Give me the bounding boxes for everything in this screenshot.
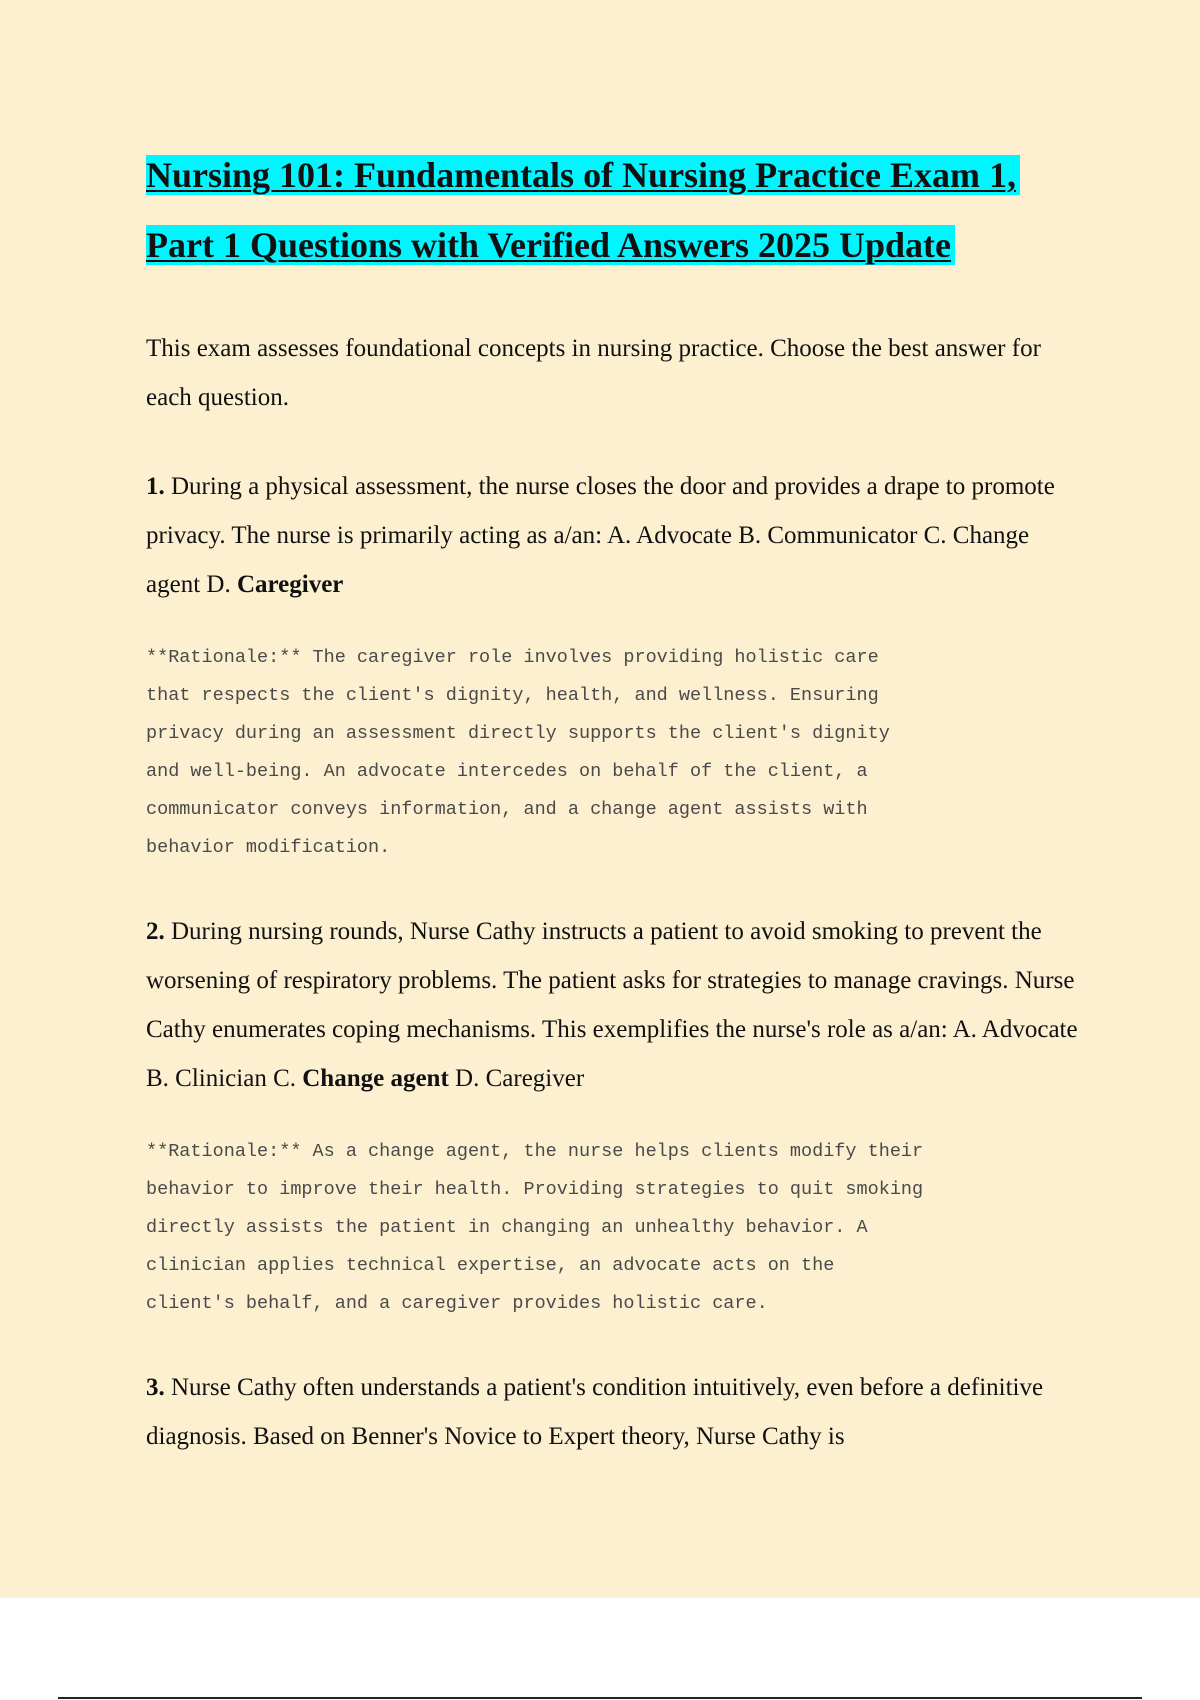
question-stem: Nurse Cathy often understands a patient's condition intuitively, even before a definitive diagnosis. Based on Benner's Novice to Expert theory, Nurse Cathy is: [146, 1374, 1044, 1450]
intro-paragraph: This exam assesses foundational concepts in nursing practice. Choose the best answer for each question.: [146, 335, 1041, 411]
question-2: [146, 907, 1086, 1103]
question-stem: During nursing rounds, Nurse Cathy instructs a patient to avoid smoking to prevent the worsening of respiratory problems. The patient asks for strategies to manage cravings. Nurse Cathy enumerates coping mechanisms. This exemplifies the nurse's role as a/an: A. Advocate B. Clinician C.: [146, 918, 1078, 1092]
question-number: 2.: [146, 918, 165, 945]
correct-answer: Change agent: [302, 1065, 449, 1092]
question-tail: D. Caregiver: [448, 1065, 585, 1092]
question-number: 1.: [146, 473, 165, 500]
document-title: [146, 140, 1086, 280]
rationale-1: **Rationale:** The caregiver role involves providing holistic care that respects the client's dignity, health, and wellness. Ensuring privacy during an assessment directly supports the client's dignity and well-being. An advocate intercedes on behalf of the client, a communicator conveys information, and a change agent assists with behavior modification.: [146, 647, 890, 858]
correct-answer: Caregiver: [236, 571, 344, 598]
question-stem: During a physical assessment, the nurse closes the door and provides a drape to promote privacy. The nurse is primarily acting as a/an: A. Advocate B. Communicator C. Change agent D.: [146, 473, 1055, 598]
footer-divider: [58, 1697, 1142, 1699]
title-highlight: Nursing 101: Fundamentals of Nursing Practice Exam 1, Part 1 Questions with Verified Answers 2025 Update: [146, 155, 1020, 265]
question-3: [146, 1363, 1086, 1461]
document-content: [146, 140, 1086, 1461]
question-number: 3.: [146, 1374, 165, 1401]
rationale-2: **Rationale:** As a change agent, the nurse helps clients modify their behavior to improve their health. Providing strategies to quit smoking directly assists the patient in changing an unhealthy behavior. A clinician applies technical expertise, an advocate acts on the client's behalf, and a caregiver provides holistic care.: [146, 1141, 924, 1314]
question-1: [146, 462, 1086, 609]
